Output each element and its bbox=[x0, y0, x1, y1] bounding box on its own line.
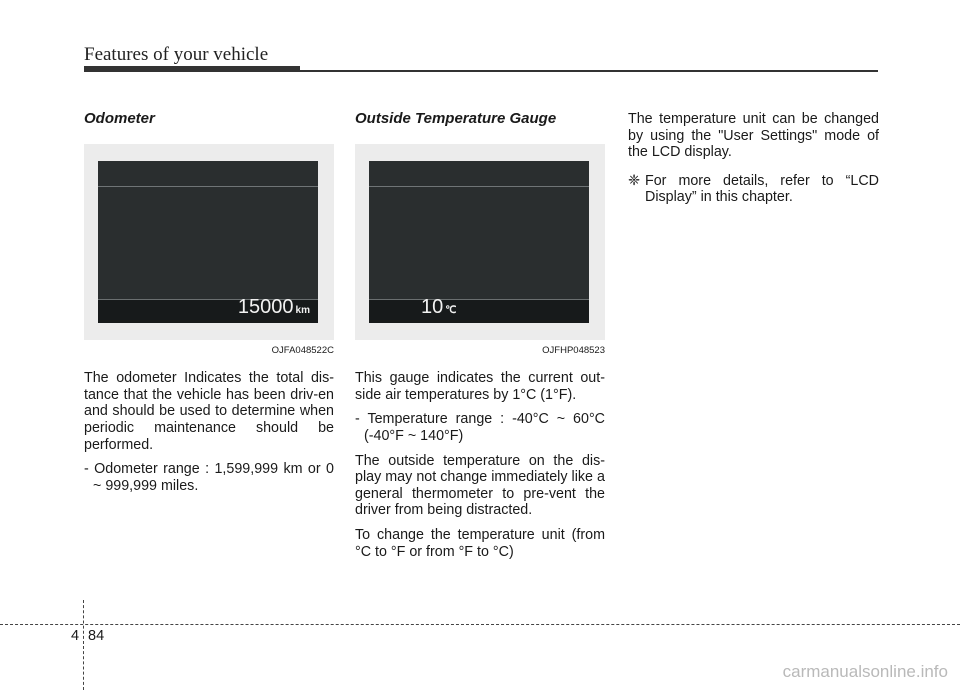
reference-note-text: For more details, refer to “LCD Display” in this chapter. bbox=[645, 172, 879, 206]
header-rule-thin bbox=[300, 70, 878, 72]
temperature-lcd-bottom-bar bbox=[369, 295, 589, 323]
odometer-figure bbox=[84, 144, 334, 340]
temperature-delay-note: The outside temperature on the dis-play may not change immediately like a general thermometer to pre-vent the driver from being distracted. bbox=[355, 452, 605, 519]
temperature-readout-value: 10 bbox=[421, 295, 444, 318]
odometer-column bbox=[84, 111, 334, 502]
temperature-change-unit: To change the temperature unit (from °C to °F or from °F to °C) bbox=[355, 526, 605, 560]
chapter-number: 4 bbox=[71, 628, 80, 644]
watermark: carmanualsonline.info bbox=[782, 662, 948, 681]
temperature-description: This gauge indicates the current out-side air temperatures by 1°C (1°F). bbox=[355, 370, 605, 403]
temperature-range: - Temperature range : -40°C ~ 60°C (-40°F ~ 140°F) bbox=[355, 411, 605, 444]
settings-column bbox=[628, 111, 879, 206]
temperature-lcd-display bbox=[369, 161, 589, 323]
reference-note bbox=[628, 173, 879, 206]
odometer-lcd-display bbox=[98, 161, 318, 323]
lcd-bottom-divider bbox=[369, 299, 589, 300]
odometer-lcd-bottom-bar bbox=[98, 295, 318, 323]
page-number: 84 bbox=[88, 628, 105, 644]
lcd-top-divider bbox=[98, 186, 318, 187]
odometer-readout-value: 15000 bbox=[237, 295, 294, 318]
odometer-readout-unit: km bbox=[295, 304, 310, 316]
header-rule-thick bbox=[84, 66, 300, 72]
temperature-figure bbox=[355, 144, 605, 340]
odometer-description: The odometer Indicates the total dis-tance that the vehicle has been driv-en and should be used to determine when periodic maintenance should be performed. bbox=[84, 370, 334, 453]
footer-rule bbox=[0, 624, 960, 625]
temperature-figure-code: OJFHP048523 bbox=[542, 344, 605, 356]
page-header-title: Features of your vehicle bbox=[84, 44, 269, 65]
temperature-column bbox=[355, 111, 605, 568]
footer-divider bbox=[83, 600, 84, 690]
note-symbol-icon: ❈ bbox=[628, 172, 640, 189]
odometer-range: - Odometer range : 1,599,999 km or 0 ~ 999,999 miles. bbox=[84, 461, 334, 494]
temperature-readout bbox=[421, 297, 456, 321]
odometer-figure-code: OJFA048522C bbox=[271, 344, 334, 356]
temperature-heading: Outside Temperature Gauge bbox=[355, 110, 557, 127]
odometer-heading: Odometer bbox=[84, 110, 155, 127]
lcd-top-divider bbox=[369, 186, 589, 187]
temperature-unit-settings-text: The temperature unit can be changed by using the "User Settings" mode of the LCD display. bbox=[628, 111, 879, 161]
odometer-readout bbox=[238, 297, 310, 321]
temperature-readout-unit: ℃ bbox=[445, 304, 457, 316]
